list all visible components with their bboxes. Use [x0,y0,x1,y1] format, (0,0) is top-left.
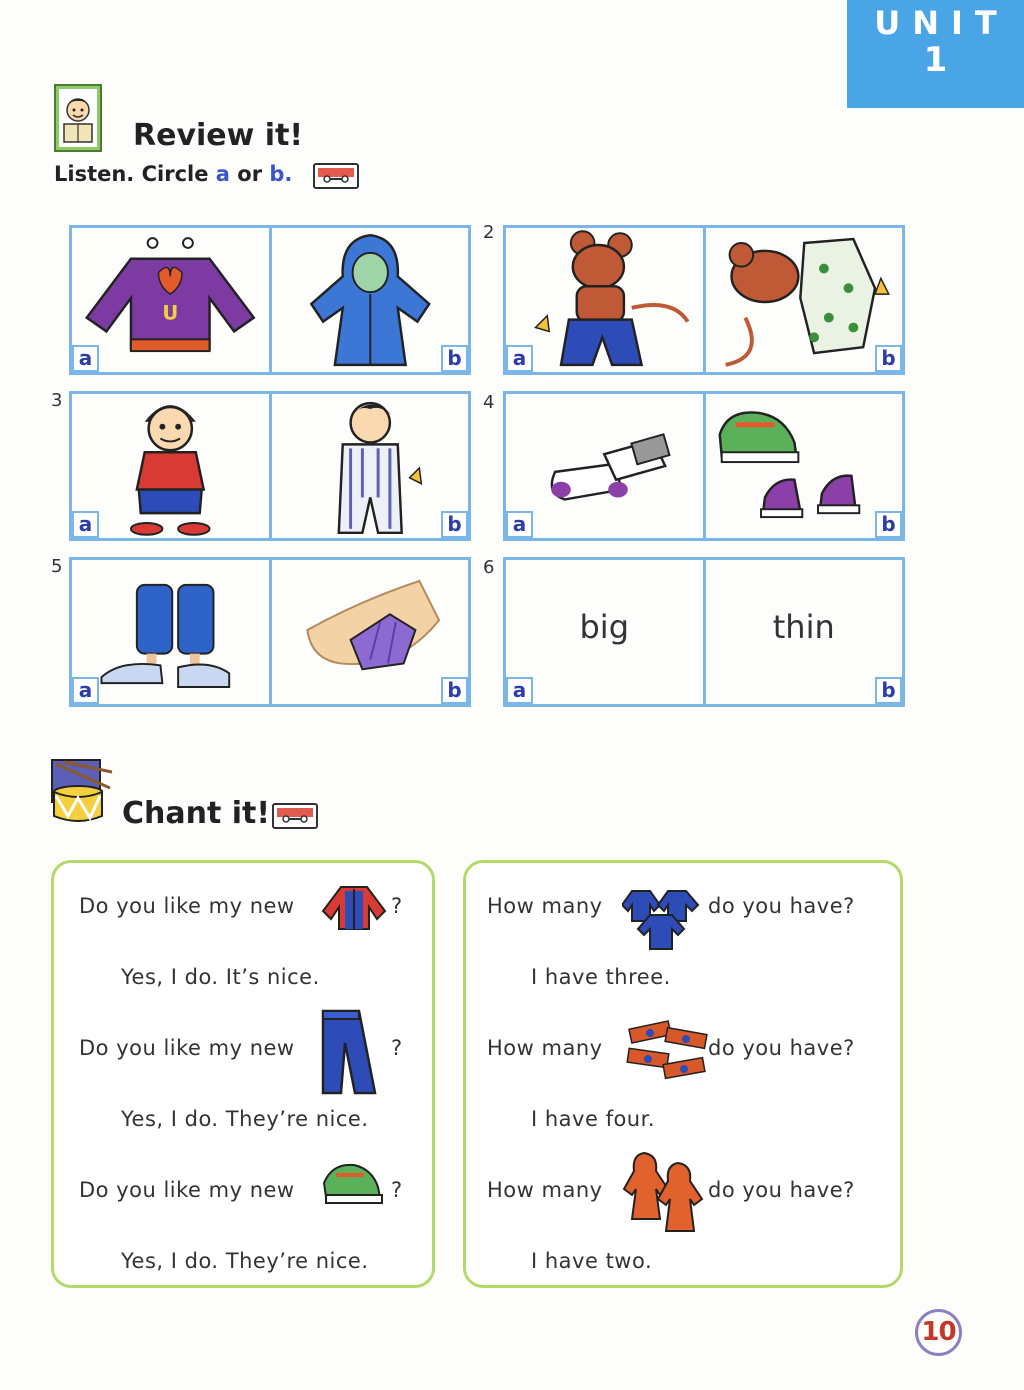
option-letter-b: b [441,511,468,538]
option-word-big: big [579,608,629,646]
chant-answer: I have four. [531,1107,656,1131]
chant-answer: Yes, I do. They’re nice. [121,1249,369,1273]
chant-answer: I have three. [531,965,671,989]
instruction-a: a [215,162,230,186]
cassette-tape-icon [272,803,318,829]
chant-question-mark: ? [391,1178,403,1202]
sneakers-icon [706,394,903,538]
option-4a[interactable] [506,394,703,538]
chant-question-end: do you have? [708,894,855,918]
boy-in-pajamas-icon [272,394,469,538]
unit-label: UNIT [874,4,1009,42]
instruction-listen: Listen. [54,162,135,186]
chant-question-mark: ? [391,1036,403,1060]
shirts-icon [622,885,702,951]
pants-icon [319,1007,379,1097]
cassette-tape-icon [313,163,359,189]
option-6a[interactable] [506,560,703,704]
chant-answer: I have two. [531,1249,653,1273]
option-word-thin: thin [772,608,835,646]
chant-question-mark: ? [391,894,403,918]
option-letter-b: b [875,677,902,704]
sweater-icon [72,228,269,372]
option-2a[interactable] [506,228,703,372]
question-5 [69,557,471,707]
option-2b[interactable] [703,228,903,372]
instruction-b: b. [269,162,293,186]
question-number: 4 [483,392,495,413]
question-number: 6 [483,557,495,578]
unit-tab [847,0,1024,108]
chant-question: How many [487,1036,603,1060]
option-letter-a: a [506,511,533,538]
chant-answer: Yes, I do. It’s nice. [121,965,320,989]
review-title: Review it! [133,118,304,153]
jacket-icon [319,881,389,931]
option-1b[interactable] [269,228,469,372]
chant-question: How many [487,894,603,918]
chant-question: Do you like my new [79,1178,295,1202]
option-letter-a: a [72,677,99,704]
chant-question-end: do you have? [708,1178,855,1202]
option-3b[interactable] [269,394,469,538]
review-instruction [54,162,292,186]
boy-reading-icon [54,84,102,152]
question-number: 2 [483,222,495,243]
option-letter-a: a [72,345,99,372]
option-1a[interactable] [72,228,269,372]
option-letter-a: a [506,677,533,704]
chant-title: Chant it! [122,796,271,831]
question-6 [503,557,905,707]
question-4 [503,391,905,541]
socks-icon [506,394,703,538]
chant-answer: Yes, I do. They’re nice. [121,1107,369,1131]
pants-and-shoes-icon [72,560,269,704]
option-letter-b: b [441,345,468,372]
svg-text:U: U [162,301,179,325]
option-letter-b: b [441,677,468,704]
question-3 [69,391,471,541]
instruction-or: or [237,162,263,186]
mouse-in-jeans-icon [506,228,703,372]
chant-box-right [463,860,903,1288]
question-1 [69,225,471,375]
question-number: 5 [51,556,63,577]
option-5a[interactable] [72,560,269,704]
socks-pile-icon [620,1017,716,1093]
chant-box-left [51,860,435,1288]
question-number: 3 [51,390,63,411]
option-letter-b: b [875,345,902,372]
chant-question: Do you like my new [79,894,295,918]
option-4b[interactable] [703,394,903,538]
boy-in-shorts-icon [72,394,269,538]
page-number: 10 [915,1309,962,1356]
option-letter-b: b [875,511,902,538]
glove-icon [272,560,469,704]
chant-question-end: do you have? [708,1036,855,1060]
shoes-icon [320,1159,386,1213]
chant-question: Do you like my new [79,1036,295,1060]
instruction-circle: Circle [141,162,209,186]
raincoat-icon [272,228,469,372]
drum-icon [50,758,116,826]
option-6b[interactable] [703,560,903,704]
question-2 [503,225,905,375]
option-3a[interactable] [72,394,269,538]
raincoats-icon [622,1149,704,1235]
option-5b[interactable] [269,560,469,704]
chant-question: How many [487,1178,603,1202]
option-letter-a: a [72,511,99,538]
mouse-in-dress-icon [706,228,903,372]
option-letter-a: a [506,345,533,372]
unit-number: 1 [923,40,948,80]
